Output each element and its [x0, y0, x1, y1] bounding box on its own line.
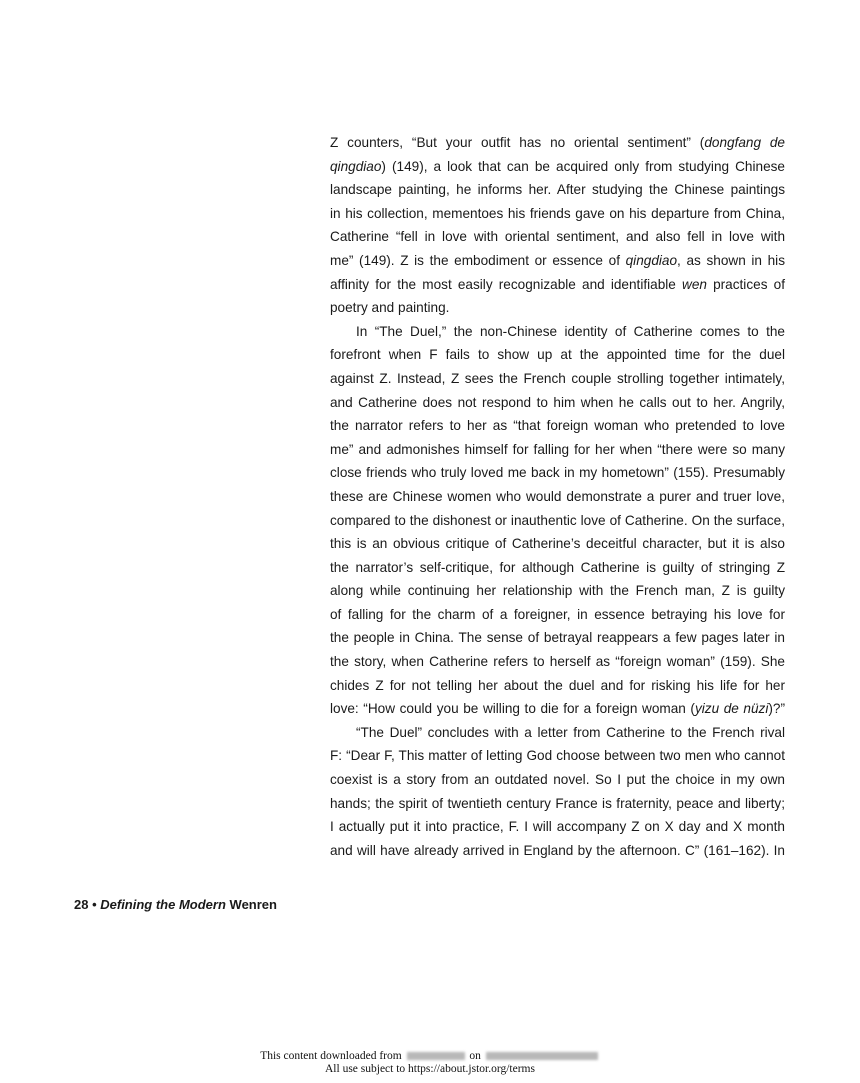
text-run: and will have already arrived in England by the afternoon. C” (161–162). In: [330, 842, 785, 858]
text-line: [330, 438, 785, 462]
text-run: practices of: [706, 276, 785, 292]
italic-term: qingdiao: [330, 158, 382, 174]
text-run: poetry and painting.: [330, 300, 450, 316]
text-line: [330, 343, 785, 367]
text-run: coexist is a story from an outdated novel. So I put the choice in my own: [330, 772, 785, 788]
paragraph: [330, 131, 785, 320]
download-text: This content downloaded from: [260, 1050, 402, 1062]
text-run: )?”: [768, 701, 785, 717]
text-run: forefront when F fails to show up at the appointed time for the duel: [330, 347, 785, 363]
italic-term: yizu de nüzi: [694, 701, 769, 717]
text-run: love: “How could you be willing to die for a foreign woman (: [330, 701, 695, 717]
text-line: [330, 249, 785, 273]
jstor-download-line: [0, 1050, 860, 1063]
page-number: 28 •: [74, 897, 101, 912]
paragraph: [330, 320, 785, 721]
text-run: affinity for the most easily recognizable and identifiable: [330, 276, 682, 292]
text-line: [330, 697, 785, 721]
text-line: [330, 320, 785, 344]
text-line: [330, 296, 785, 320]
on-text: on: [469, 1050, 481, 1062]
text-run: F: “Dear F, This matter of letting God choose between two men who cannot: [330, 748, 785, 764]
text-line: [330, 768, 785, 792]
text-line: [330, 792, 785, 816]
text-run: landscape painting, he informs her. After studying the Chinese paintings: [330, 182, 785, 198]
text-line: [330, 155, 785, 179]
text-run: these are Chinese women who would demonstrate a purer and truer love,: [330, 488, 785, 504]
body-text: [330, 131, 785, 862]
text-run: the narrator’s self-critique, for although Catherine is guilty of stringing Z: [330, 559, 785, 575]
text-line: [330, 485, 785, 509]
text-line: [330, 579, 785, 603]
text-run: the story, when Catherine refers to herself as “foreign woman” (159). She: [330, 654, 785, 670]
text-line: [330, 815, 785, 839]
text-run: this is an obvious critique of Catherine’s deceitful character, but it is also: [330, 536, 785, 552]
text-run: hands; the spirit of twentieth century France is fraternity, peace and liberty;: [330, 795, 785, 811]
text-line: [330, 131, 785, 155]
text-line: [330, 391, 785, 415]
text-run: the narrator refers to her as “that foreign woman who pretended to love: [330, 418, 785, 434]
text-run: Z counters, “But your outfit has no oriental sentiment” (: [330, 135, 705, 150]
text-run: against Z. Instead, Z sees the French couple strolling together intimately,: [330, 370, 785, 386]
italic-term: dongfang de: [704, 135, 785, 150]
text-line: [330, 532, 785, 556]
text-line: [330, 273, 785, 297]
text-line: [330, 367, 785, 391]
text-line: [330, 225, 785, 249]
text-line: [330, 721, 785, 745]
italic-term: qingdiao: [625, 252, 678, 268]
text-run: compared to the dishonest or inauthentic love of Catherine. On the surface,: [330, 512, 785, 528]
book-title-roman: Wenren: [225, 897, 277, 912]
text-line: [330, 178, 785, 202]
paragraph: [330, 721, 785, 863]
text-run: in his collection, mementoes his friends gave on his departure from China,: [330, 205, 785, 221]
text-line: [330, 414, 785, 438]
text-line: [330, 461, 785, 485]
text-run: In “The Duel,” the non-Chinese identity of Catherine comes to the: [356, 323, 785, 339]
text-line: [330, 603, 785, 627]
text-line: [330, 509, 785, 533]
redacted-date: [486, 1052, 598, 1060]
text-line: [330, 202, 785, 226]
text-run: the people in China. The sense of betrayal reappears a few pages later in: [330, 630, 785, 646]
text-line: [330, 744, 785, 768]
text-run: I actually put it into practice, F. I will accompany Z on X day and X month: [330, 819, 785, 835]
text-line: [330, 839, 785, 863]
jstor-notice: [0, 1050, 860, 1076]
running-footer: [74, 897, 277, 912]
text-run: of falling for the charm of a foreigner, in essence betraying his love for: [330, 606, 785, 622]
jstor-terms-line: All use subject to https://about.jstor.org/terms: [325, 1063, 535, 1075]
book-title-italic: Defining the Modern: [100, 897, 226, 912]
text-run: and Catherine does not respond to him when he calls out to her. Angrily,: [330, 394, 785, 410]
text-run: , as shown in his: [677, 252, 786, 268]
italic-term: wen: [682, 276, 707, 292]
text-run: “The Duel” concludes with a letter from Catherine to the French rival: [356, 724, 785, 740]
text-run: chides Z for not telling her about the duel and for risking his life for her: [330, 677, 785, 693]
text-line: [330, 674, 785, 698]
text-line: [330, 556, 785, 580]
text-run: close friends who truly loved me back in my hometown” (155). Presumably: [330, 465, 785, 481]
text-run: Catherine “fell in love with oriental sentiment, and also fell in love with: [330, 229, 785, 245]
text-run: me” (149). Z is the embodiment or essence of: [330, 252, 626, 268]
text-run: along while continuing her relationship with the French man, Z is guilty: [330, 583, 785, 599]
text-run: ) (149), a look that can be acquired only from studying Chinese: [381, 158, 785, 174]
text-run: me” and admonishes himself for falling for her when “there were so many: [330, 441, 785, 457]
redacted-ip: [407, 1052, 465, 1060]
text-line: [330, 626, 785, 650]
text-line: [330, 650, 785, 674]
